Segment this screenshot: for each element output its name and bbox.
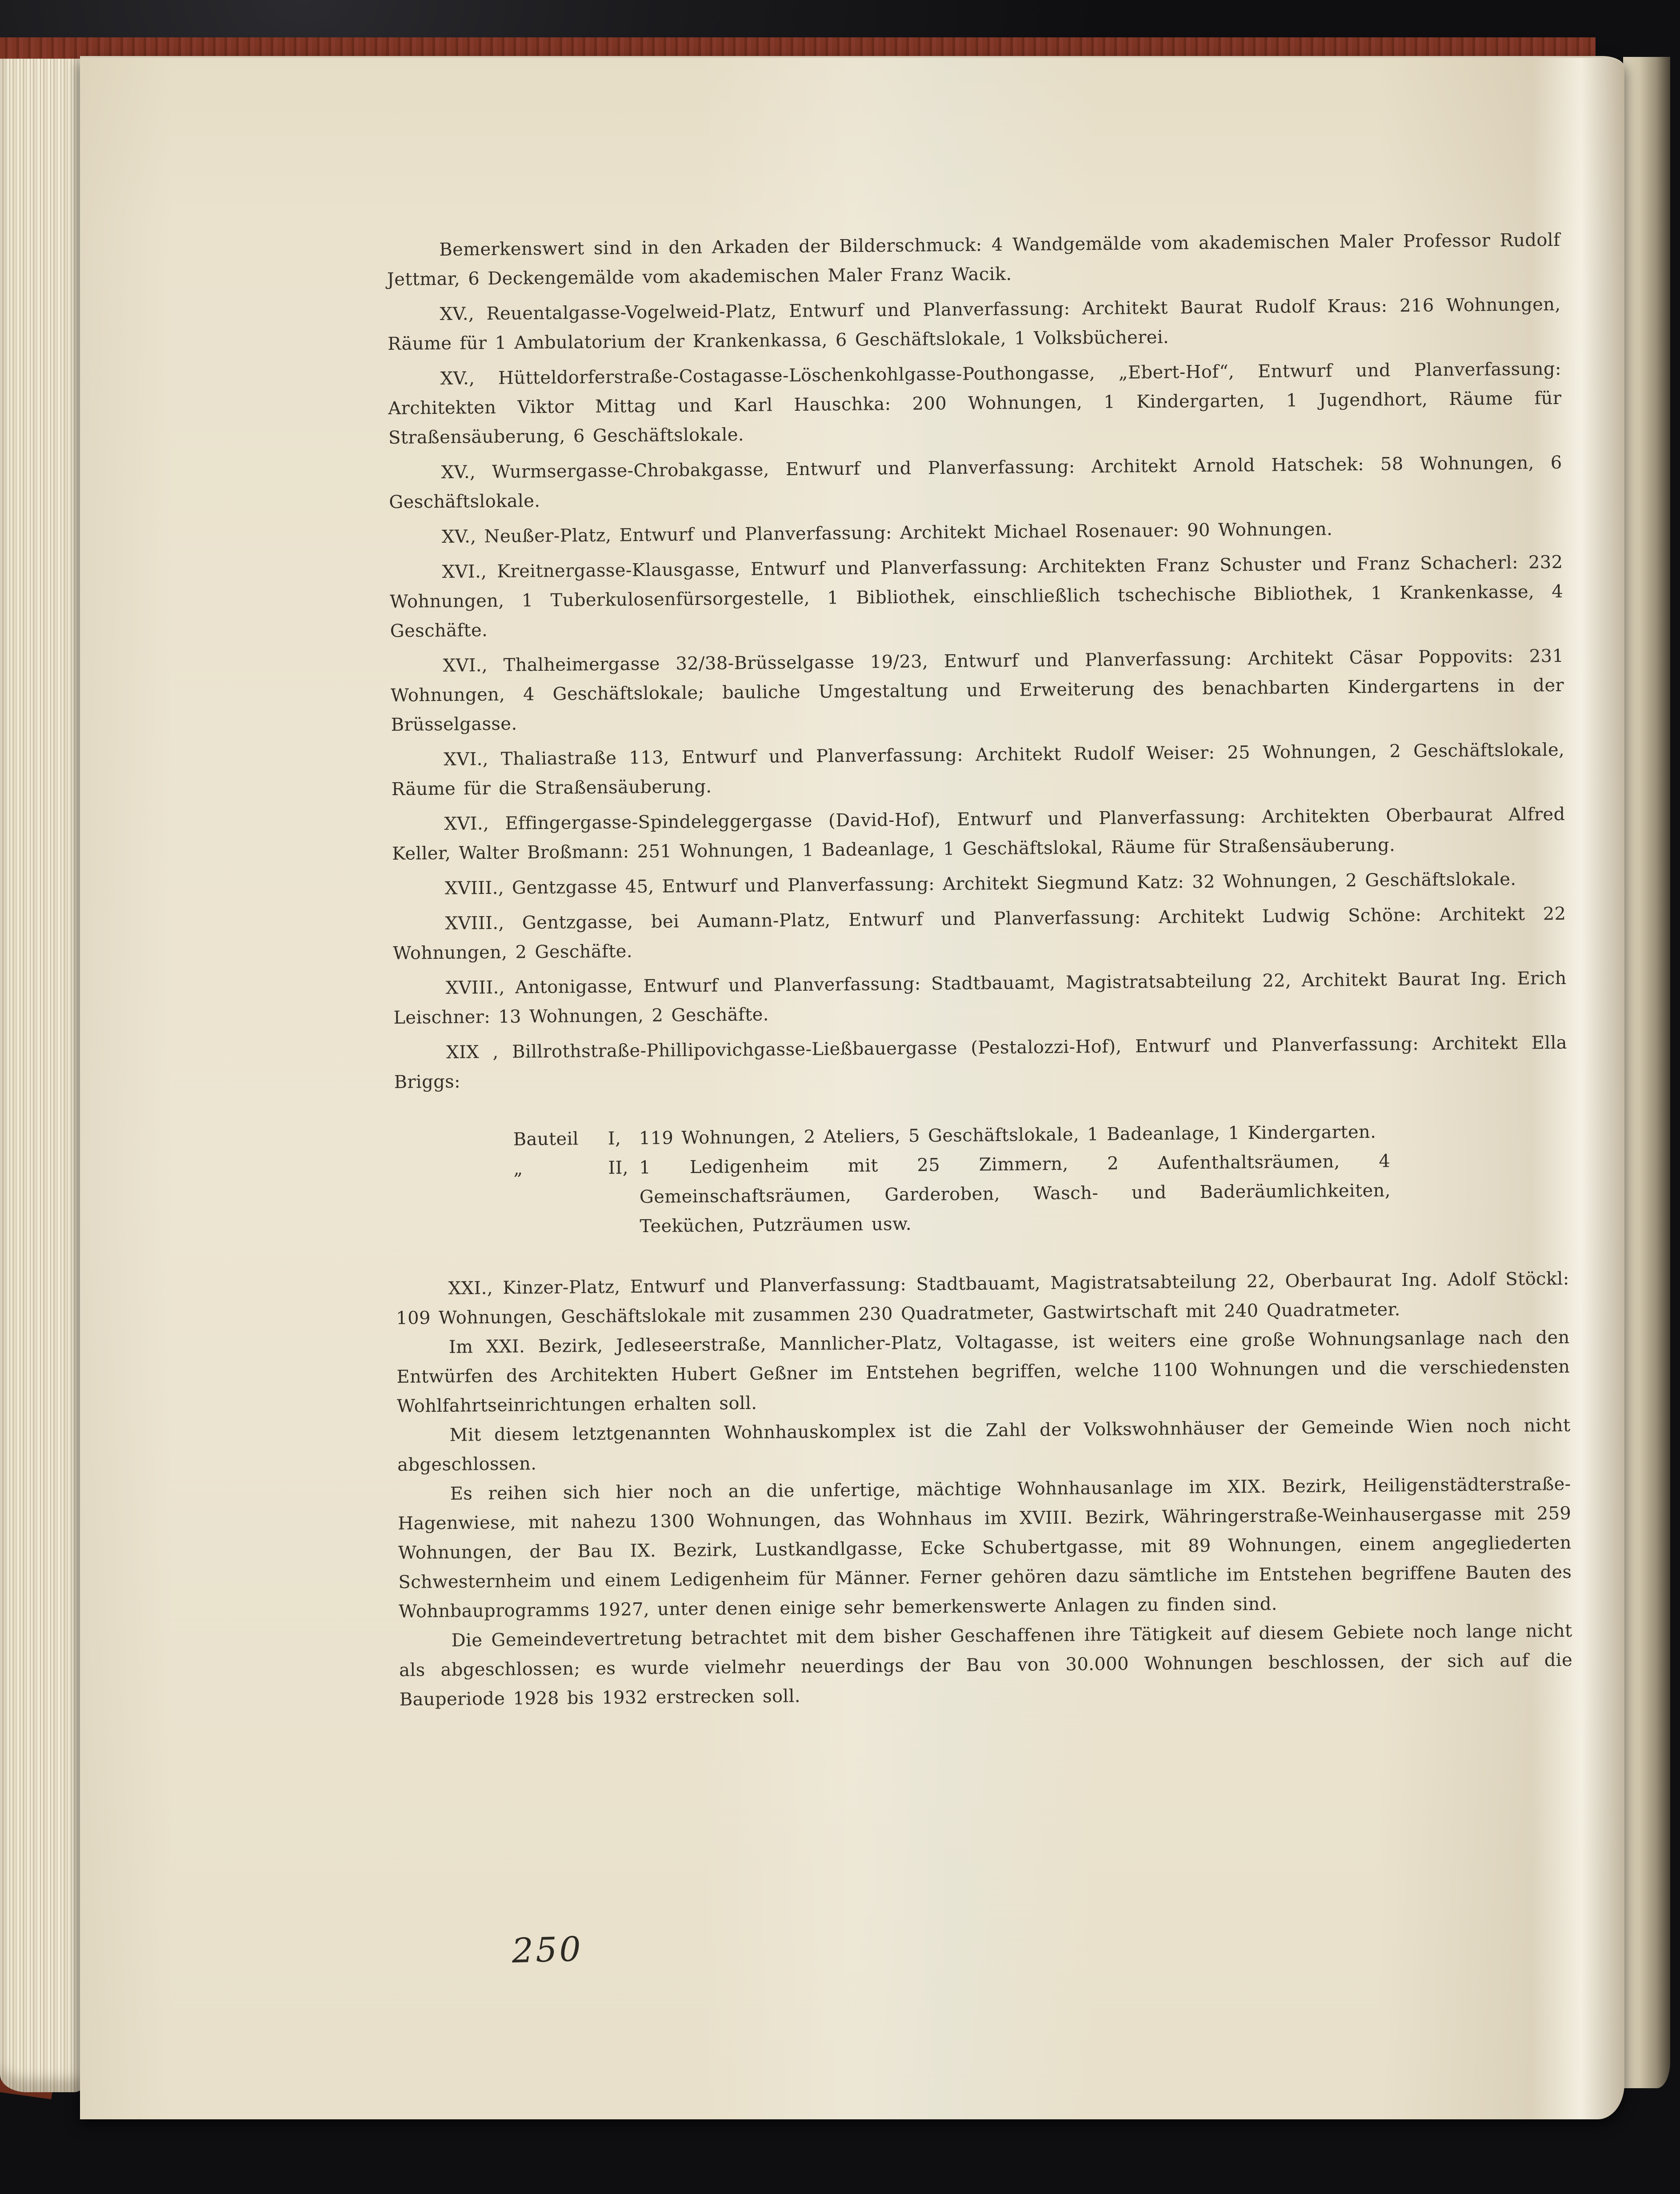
page-edge-stack [0,59,83,2092]
bauteil-marker: „ [513,1158,523,1179]
scanned-content [387,225,1573,1971]
paragraph: XV., Reuentalgasse-Vogelweid-Platz, Entwurf und Planverfassung: Architekt Baurat Rudolf Kraus: 216 Wohnungen, Räume für 1 Ambulatorium der Krankenkassa, 6 Geschäftslokale, 1 Volksbücherei. [387,294,1561,354]
paragraph: XV., Neußer-Platz, Entwurf und Planverfassung: Architekt Michael Rosenauer: 90 Wohnungen. [441,519,1333,547]
paragraph: Es reihen sich hier noch an die unfertige, mächtige Wohnhausanlage im XIX. Bezirk, Heiligenstädterstraße-Hagenwiese, mit nahezu 1300 Wohnungen, das Wohnhaus im XVIII. Bezirk, Währingerstraße-Weinhausergasse mit 259 Wohnungen, der Bau IX. Bezirk, Lustkandlgasse, Ecke Schubertgasse, mit 89 Wohnungen, einem angegliederten Schwesternheim und einem Ledigenheim für Männer. Ferner gehören dazu sämtliche im Entstehen begriffene Bauten des Wohnbauprogramms 1927, unter denen einige sehr bemerkenswerte Anlagen zu finden sind. [398,1473,1572,1622]
paragraph: Bemerkenswert sind in den Arkaden der Bilderschmuck: 4 Wandgemälde vom akademischen Maler Professor Rudolf Jettmar, 6 Deckengemälde vom akademischen Maler Franz Wacik. [387,229,1560,290]
paragraph: XVI., Effingergasse-Spindeleggergasse (David-Hof), Entwurf und Planverfassung: Architekten Oberbaurat Alfred Keller, Walter Broßmann: 251 Wohnungen, 1 Badeanlage, 1 Geschäftslokal, Räume für Straßensäuberung. [392,804,1565,864]
book-page [80,56,1624,2119]
paragraph: XXI., Kinzer-Platz, Entwurf und Planverfassung: Stadtbauamt, Magistratsabteilung 22, Oberbaurat Ing. Adolf Stöckl: 109 Wohnungen, Geschäftslokale mit zusammen 230 Quadratmeter, Gastwirtschaft mit 240 Quadratmeter. [396,1268,1569,1329]
paragraph: XV., Wurmsergasse-Chrobakgasse, Entwurf und Planverfassung: Architekt Arnold Hatschek: 58 Wohnungen, 6 Geschäftslokale. [389,452,1562,512]
paragraph: Im XXI. Bezirk, Jedleseerstraße, Mannlicher-Platz, Voltagasse, ist weiters eine große Wohnungsanlage nach den Entwürfen des Architekten Hubert Geßner im Entstehen begriffen, welche 1100 Wohnungen und die verschiedensten Wohlfahrtseinrichtungen erhalten soll. [396,1327,1570,1417]
paragraph: XV., Hütteldorferstraße-Costagasse-Löschenkohlgasse-Pouthongasse, „Ebert-Hof“, Entwurf und Planverfassung: Architekten Viktor Mittag und Karl Hauschka: 200 Wohnungen, 1 Kindergarten, 1 Jugendhort, Räume für Straßensäuberung, 6 Geschäftslokale. [388,358,1562,448]
next-page-edge [1623,57,1670,2088]
bauteil-numeral: II, [608,1157,629,1178]
paragraph: XVIII., Antonigasse, Entwurf und Planverfassung: Stadtbauamt, Magistratsabteilung 22, Architekt Baurat Ing. Erich Leischner: 13 Wohnungen, 2 Geschäfte. [393,968,1567,1028]
page-number: 250 [511,1929,584,1971]
bauteil-marker: Bauteil [513,1129,579,1150]
bauteil-item [513,1145,1569,1242]
paragraph: XIX , Billrothstraße-Phillipovichgasse-Ließbauergasse (Pestalozzi-Hof), Entwurf und Planverfassung: Architekt Ella Briggs: [394,1032,1568,1093]
paragraph: Die Gemeindevertretung betrachtet mit dem bisher Geschaffenen ihre Tätigkeit auf diesem Gebiete noch lange nicht als abgeschlossen; es wurde vielmehr neuerdings der Bau von 30.000 Wohnungen beschlossen, der sich auf die Bauperiode 1928 bis 1932 erstrecken soll. [399,1620,1573,1710]
bauteil-text: 1 Ledigenheim mit 25 Zimmern, 2 Aufenthaltsräumen, 4 Gemeinschaftsräumen, Garderoben, Wasch- und Baderäumlichkeiten, Teeküchen, Putzräumen usw. [639,1151,1391,1237]
bauteil-text: 119 Wohnungen, 2 Ateliers, 5 Geschäftslokale, 1 Badeanlage, 1 Kindergarten. [639,1121,1376,1149]
paragraph: XVI., Thaliastraße 113, Entwurf und Planverfassung: Architekt Rudolf Weiser: 25 Wohnungen, 2 Geschäftslokale, Räume für die Straßensäuberung. [391,739,1565,800]
paragraph: XVI., Thalheimergasse 32/38-Brüsselgasse 19/23, Entwurf und Planverfassung: Architekt Cäsar Poppovits: 231 Wohnungen, 4 Geschäftslokale; bauliche Umgestaltung und Erweiterung des benachbarten Kindergartens in der Brüsselgasse. [390,645,1564,735]
paragraph: XVI., Kreitnergasse-Klausgasse, Entwurf und Planverfassung: Architekten Franz Schuster und Franz Schacherl: 232 Wohnungen, 1 Tuberkulosenfürsorgestelle, 1 Bibliothek, einschließlich tschechische Bibliothek, 1 Krankenkasse, 4 Geschäfte. [389,552,1564,641]
paragraph: XVIII., Gentzgasse 45, Entwurf und Planverfassung: Architekt Siegmund Katz: 32 Wohnungen, 2 Geschäftslokale. [444,869,1516,899]
paragraph: Mit diesem letztgenannten Wohnhauskomplex ist die Zahl der Volkswohnhäuser der Gemeinde Wien noch nicht abgeschlossen. [397,1415,1571,1475]
paragraph: XVIII., Gentzgasse, bei Aumann-Platz, Entwurf und Planverfassung: Architekt Ludwig Schöne: Architekt 22 Wohnungen, 2 Geschäfte. [392,903,1566,964]
bauteil-numeral: I, [608,1128,621,1149]
page-text-block [387,225,1573,1714]
